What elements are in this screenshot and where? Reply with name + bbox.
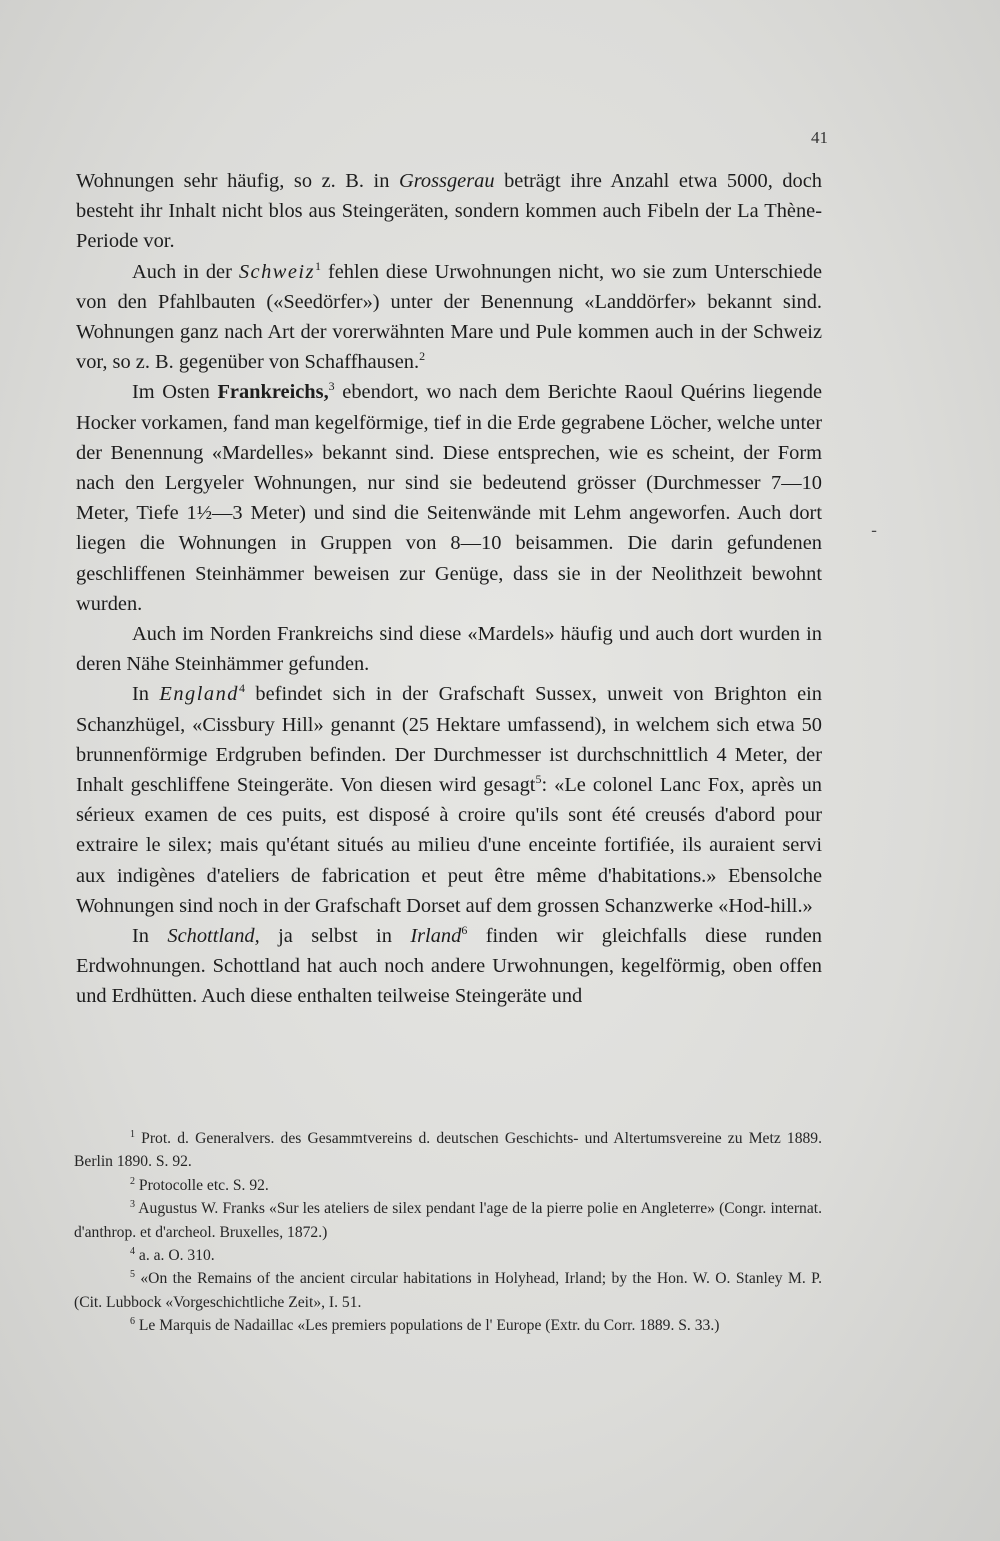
footnote-4: $^4$ a. a. O. 310. [130,1245,215,1265]
place-irland: Irland [410,925,462,948]
paragraph-6: In Schottland, ja selbst in Irland$^6$ finden wir gleichfalls diese runden Erdwohnungen. Schottland hat auch noch andere Urwohnungen, kegelförmig, oben offen und Erdhütten. Auch diese enthalten teilweise Steingeräte und [76,923,822,1008]
paragraph-2: Auch in der Schweiz$^1$ fehlen diese Urwohnungen nicht, wo sie zum Unterschiede von den Pfahlbauten («Seedörfer») unter der Benennung «Landdörfer» bekannt sind. Wohnungen ganz nach Art der vorerwähnten Mare und Pule kommen auch in der Schweiz vor, so z. B. gegenüber von Schaffhausen.$^2$ [76,258,822,374]
footnotes [74,1127,822,1338]
footnote-ref-4: 4 [239,681,246,696]
paragraph-4: Auch im Norden Frankreichs sind diese «Mardels» häufig und auch dort wurden in deren Nähe Steinhämmer gefunden. [76,623,822,676]
body-text [76,166,822,1012]
footnote-6: $^6$ Le Marquis de Nadaillac «Les premiers populations de l' Europe (Extr. du Corr. 1889. S. 33.) [130,1316,720,1335]
place-schottland: Schottland, [167,925,260,948]
margin-mark: ـ [872,521,877,536]
paragraph-5: In England$^4$ befindet sich in der Grafschaft Sussex, unweit von Brighton ein Schanzhügel, «Cissbury Hill» genannt (25 Hektare umfassend), in welchem sich etwa 50 brunnenförmige Erdgruben befinden. Der Durchmesser ist durchschnittlich 4 Meter, der Inhalt geschliffene Steingeräte. Von diesen wird gesagt$^5$: «Le colonel Lanc Fox, après un sérieux examen de ces puits, est disposé à croire qu'ils sont été creusés d'abord pour extraire le silex; mais qu'étant situés au milieu d'une enceinte fortifiée, ils auraient servi aux indigènes d'ateliers de fabrication et peut être même d'habitations.» Ebensolche Wohnungen sind noch in der Grafschaft Dorset auf dem grossen Schanzwerke «Hod-hill.» [76,681,822,917]
footnote-2: $^2$ Protocolle etc. S. 92. [130,1175,269,1194]
page-number: 41 [811,128,828,147]
paragraph-3: Im Osten Frankreichs,$^3$ ebendort, wo nach dem Berichte Raoul Quérins liegende Hocker vorkamen, fand man kegelförmige, tief in die Erde gegrabene Löcher, welche unter der Benennung «Mardelles» bekannt sind. Diese entsprechen, wie es scheint, der Form nach den Lergyeler Wohnungen, nur sind sie bedeutend grösser (Durchmesser 7—10 Meter, Tiefe 1½—3 Meter) und sind die Seitenwände mit Lehm angeworfen. Auch dort liegen die Wohnungen in Gruppen von 8—10 beisammen. Die darin gefundenen geschliffenen Steinhämmer beweisen zur Genüge, dass sie in der Neolithzeit bewohnt wurden. [76,379,822,615]
footnote-ref-5: 5 [535,772,542,787]
place-schweiz: Schweiz [238,260,316,283]
footnote-ref-3: 3 [328,379,335,394]
place-frankreichs: Frankreichs, [217,381,329,404]
footnote-1: $^1$ Prot. d. Generalvers. des Gesammtvereins d. deutschen Geschichts- und Altertumsvereine zu Metz 1889. Berlin 1890. S. 92. [74,1128,822,1171]
footnote-ref-1: 1 [315,258,322,273]
footnote-ref-2: 2 [419,349,426,364]
paragraph-1: Wohnungen sehr häufig, so z. B. in Grossgerau beträgt ihre Anzahl etwa 5000, doch besteht ihr Inhalt nicht blos aus Steingeräten, sondern kommen auch Fibeln der La Thène-Periode vor. [76,170,822,253]
footnote-5: $^5$ «On the Remains of the ancient circular habitations in Holyhead, Irland; by the Hon. W. O. Stanley M. P. (Cit. Lubbock «Vorgeschichtliche Zeit», I. 51. [74,1269,822,1311]
place-england: England [159,683,240,706]
place-grossgerau: Grossgerau [398,170,495,192]
footnote-ref-6: 6 [461,923,468,938]
footnote-3: $^3$ Augustus W. Franks «Sur les ateliers de silex pendant l'age de la pierre polie en Angleterre» (Congr. internat. d'anthrop. et d'archeol. Bruxelles, 1872.) [74,1199,822,1241]
